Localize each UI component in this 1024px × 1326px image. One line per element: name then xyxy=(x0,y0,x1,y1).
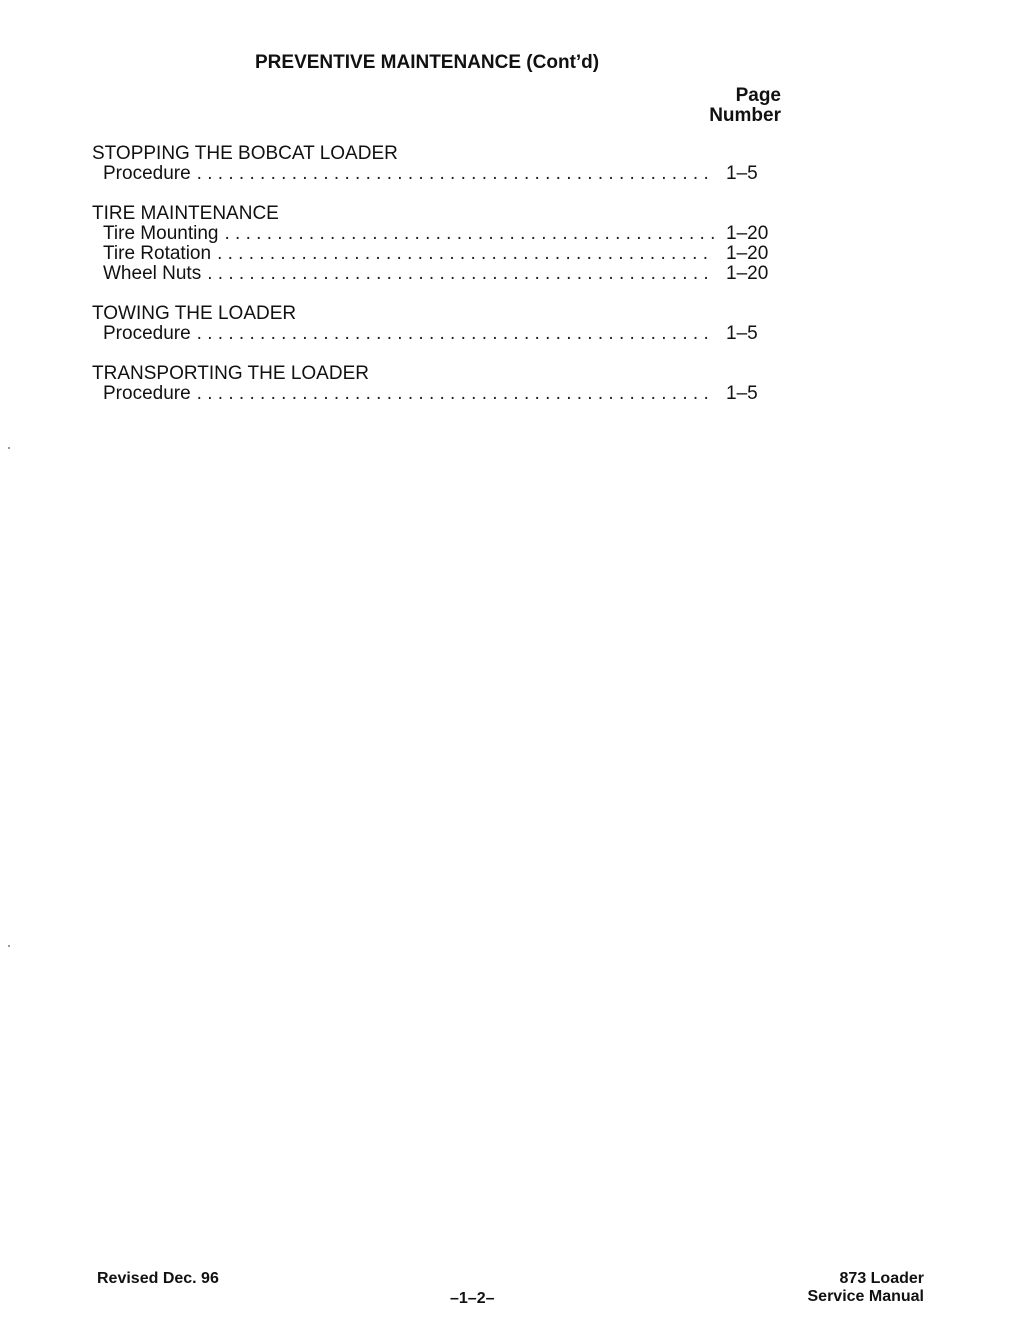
entry-label: Procedure xyxy=(103,323,191,344)
dot-leader xyxy=(217,244,714,264)
footer-manual-title xyxy=(808,1270,925,1306)
footer-revision: Revised Dec. 96 xyxy=(97,1270,219,1287)
toc-entry[interactable] xyxy=(92,324,782,344)
entry-page: 1–5 xyxy=(726,163,758,184)
page-title: PREVENTIVE MAINTENANCE (Cont’d) xyxy=(255,52,600,73)
dot-leader xyxy=(224,224,714,244)
dot-leader xyxy=(207,264,714,284)
entry-page: 1–20 xyxy=(726,243,769,264)
dot-leader xyxy=(197,324,714,344)
toc-entry[interactable] xyxy=(92,384,782,404)
toc-entry[interactable] xyxy=(92,224,782,244)
page-number-column-header xyxy=(709,86,781,126)
toc-section xyxy=(92,304,782,344)
column-header-line2: Number xyxy=(709,105,781,126)
entry-label: Tire Rotation xyxy=(103,243,212,264)
dot-leader xyxy=(197,384,714,404)
dot-leader xyxy=(197,164,714,184)
entry-label: Procedure xyxy=(103,163,191,184)
toc-section xyxy=(92,364,782,404)
section-title: TRANSPORTING THE LOADER xyxy=(92,363,369,384)
toc-entry[interactable] xyxy=(92,244,782,264)
section-title: TOWING THE LOADER xyxy=(92,303,297,324)
toc-entry[interactable] xyxy=(92,164,782,184)
section-title: TIRE MAINTENANCE xyxy=(92,203,279,224)
entry-page: 1–20 xyxy=(726,263,769,284)
toc-section xyxy=(92,204,782,284)
entry-label: Procedure xyxy=(103,383,191,404)
toc-entry[interactable] xyxy=(92,264,782,284)
toc-section xyxy=(92,144,782,184)
scan-speck xyxy=(8,447,10,449)
table-of-contents xyxy=(92,144,782,424)
section-title: STOPPING THE BOBCAT LOADER xyxy=(92,143,398,164)
entry-page: 1–5 xyxy=(726,323,758,344)
entry-page: 1–5 xyxy=(726,383,758,404)
entry-page: 1–20 xyxy=(726,223,769,244)
footer-manual-line2: Service Manual xyxy=(807,1288,924,1305)
entry-label: Wheel Nuts xyxy=(103,263,202,284)
footer-manual-line1: 873 Loader xyxy=(839,1270,924,1287)
scan-speck xyxy=(8,945,10,947)
footer-page-number: –1–2– xyxy=(450,1290,495,1307)
column-header-line1: Page xyxy=(735,85,781,106)
entry-label: Tire Mounting xyxy=(103,223,219,244)
